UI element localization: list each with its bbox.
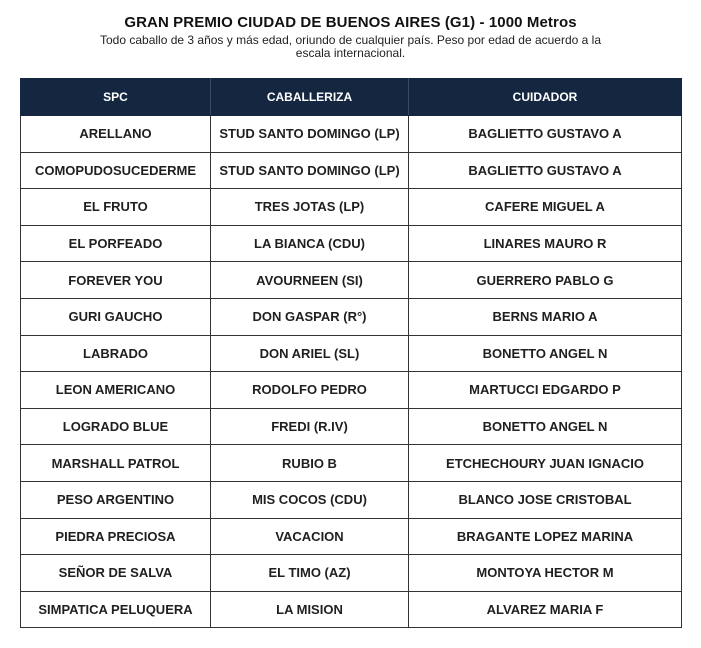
table-row — [21, 555, 682, 592]
table-row — [21, 152, 682, 189]
stable-cell: FREDI (R.IV) — [211, 408, 409, 445]
entries-table — [20, 78, 682, 628]
stable-cell: STUD SANTO DOMINGO (LP) — [211, 152, 409, 189]
horse-name-cell: PIEDRA PRECIOSA — [21, 518, 211, 555]
trainer-cell: BAGLIETTO GUSTAVO A — [409, 116, 682, 153]
horse-name-cell: GURI GAUCHO — [21, 298, 211, 335]
table-header-row — [21, 79, 682, 116]
trainer-cell: BRAGANTE LOPEZ MARINA — [409, 518, 682, 555]
horse-name-cell: LABRADO — [21, 335, 211, 372]
stable-cell: DON GASPAR (R°) — [211, 298, 409, 335]
trainer-cell: ALVAREZ MARIA F — [409, 591, 682, 628]
horse-name-cell: SEÑOR DE SALVA — [21, 555, 211, 592]
table-row — [21, 591, 682, 628]
table-row — [21, 262, 682, 299]
column-header-spc: SPC — [21, 79, 211, 116]
trainer-cell: BONETTO ANGEL N — [409, 335, 682, 372]
horse-name-cell: EL PORFEADO — [21, 225, 211, 262]
stable-cell: EL TIMO (AZ) — [211, 555, 409, 592]
table-row — [21, 481, 682, 518]
horse-name-cell: EL FRUTO — [21, 189, 211, 226]
horse-name-cell: LEON AMERICANO — [21, 372, 211, 409]
trainer-cell: BAGLIETTO GUSTAVO A — [409, 152, 682, 189]
trainer-cell: MARTUCCI EDGARDO P — [409, 372, 682, 409]
trainer-cell: GUERRERO PABLO G — [409, 262, 682, 299]
trainer-cell: LINARES MAURO R — [409, 225, 682, 262]
trainer-cell: BLANCO JOSE CRISTOBAL — [409, 481, 682, 518]
horse-name-cell: PESO ARGENTINO — [21, 481, 211, 518]
trainer-cell: BONETTO ANGEL N — [409, 408, 682, 445]
stable-cell: VACACION — [211, 518, 409, 555]
stable-cell: RUBIO B — [211, 445, 409, 482]
table-row — [21, 372, 682, 409]
table-row — [21, 408, 682, 445]
stable-cell: RODOLFO PEDRO — [211, 372, 409, 409]
horse-name-cell: SIMPATICA PELUQUERA — [21, 591, 211, 628]
horse-name-cell: MARSHALL PATROL — [21, 445, 211, 482]
page-title: GRAN PREMIO CIUDAD DE BUENOS AIRES (G1) - 1000 Metros — [124, 14, 577, 31]
table-row — [21, 518, 682, 555]
page-subtitle: Todo caballo de 3 años y más edad, oriundo de cualquier país. Peso por edad de acuerdo a la escala internacional. — [99, 33, 601, 60]
table-row — [21, 298, 682, 335]
table-row — [21, 445, 682, 482]
stable-cell: LA BIANCA (CDU) — [211, 225, 409, 262]
trainer-cell: CAFERE MIGUEL A — [409, 189, 682, 226]
trainer-cell: ETCHECHOURY JUAN IGNACIO — [409, 445, 682, 482]
horse-name-cell: ARELLANO — [21, 116, 211, 153]
table-row — [21, 189, 682, 226]
horse-name-cell: COMOPUDOSUCEDERME — [21, 152, 211, 189]
column-header-caballeriza: CABALLERIZA — [211, 79, 409, 116]
table-row — [21, 116, 682, 153]
column-header-cuidador: CUIDADOR — [409, 79, 682, 116]
stable-cell: LA MISION — [211, 591, 409, 628]
trainer-cell: MONTOYA HECTOR M — [409, 555, 682, 592]
trainer-cell: BERNS MARIO A — [409, 298, 682, 335]
horse-name-cell: LOGRADO BLUE — [21, 408, 211, 445]
stable-cell: AVOURNEEN (SI) — [211, 262, 409, 299]
table-row — [21, 335, 682, 372]
table-row — [21, 225, 682, 262]
stable-cell: MIS COCOS (CDU) — [211, 481, 409, 518]
horse-name-cell: FOREVER YOU — [21, 262, 211, 299]
stable-cell: TRES JOTAS (LP) — [211, 189, 409, 226]
page-header — [0, 14, 701, 60]
stable-cell: DON ARIEL (SL) — [211, 335, 409, 372]
stable-cell: STUD SANTO DOMINGO (LP) — [211, 116, 409, 153]
